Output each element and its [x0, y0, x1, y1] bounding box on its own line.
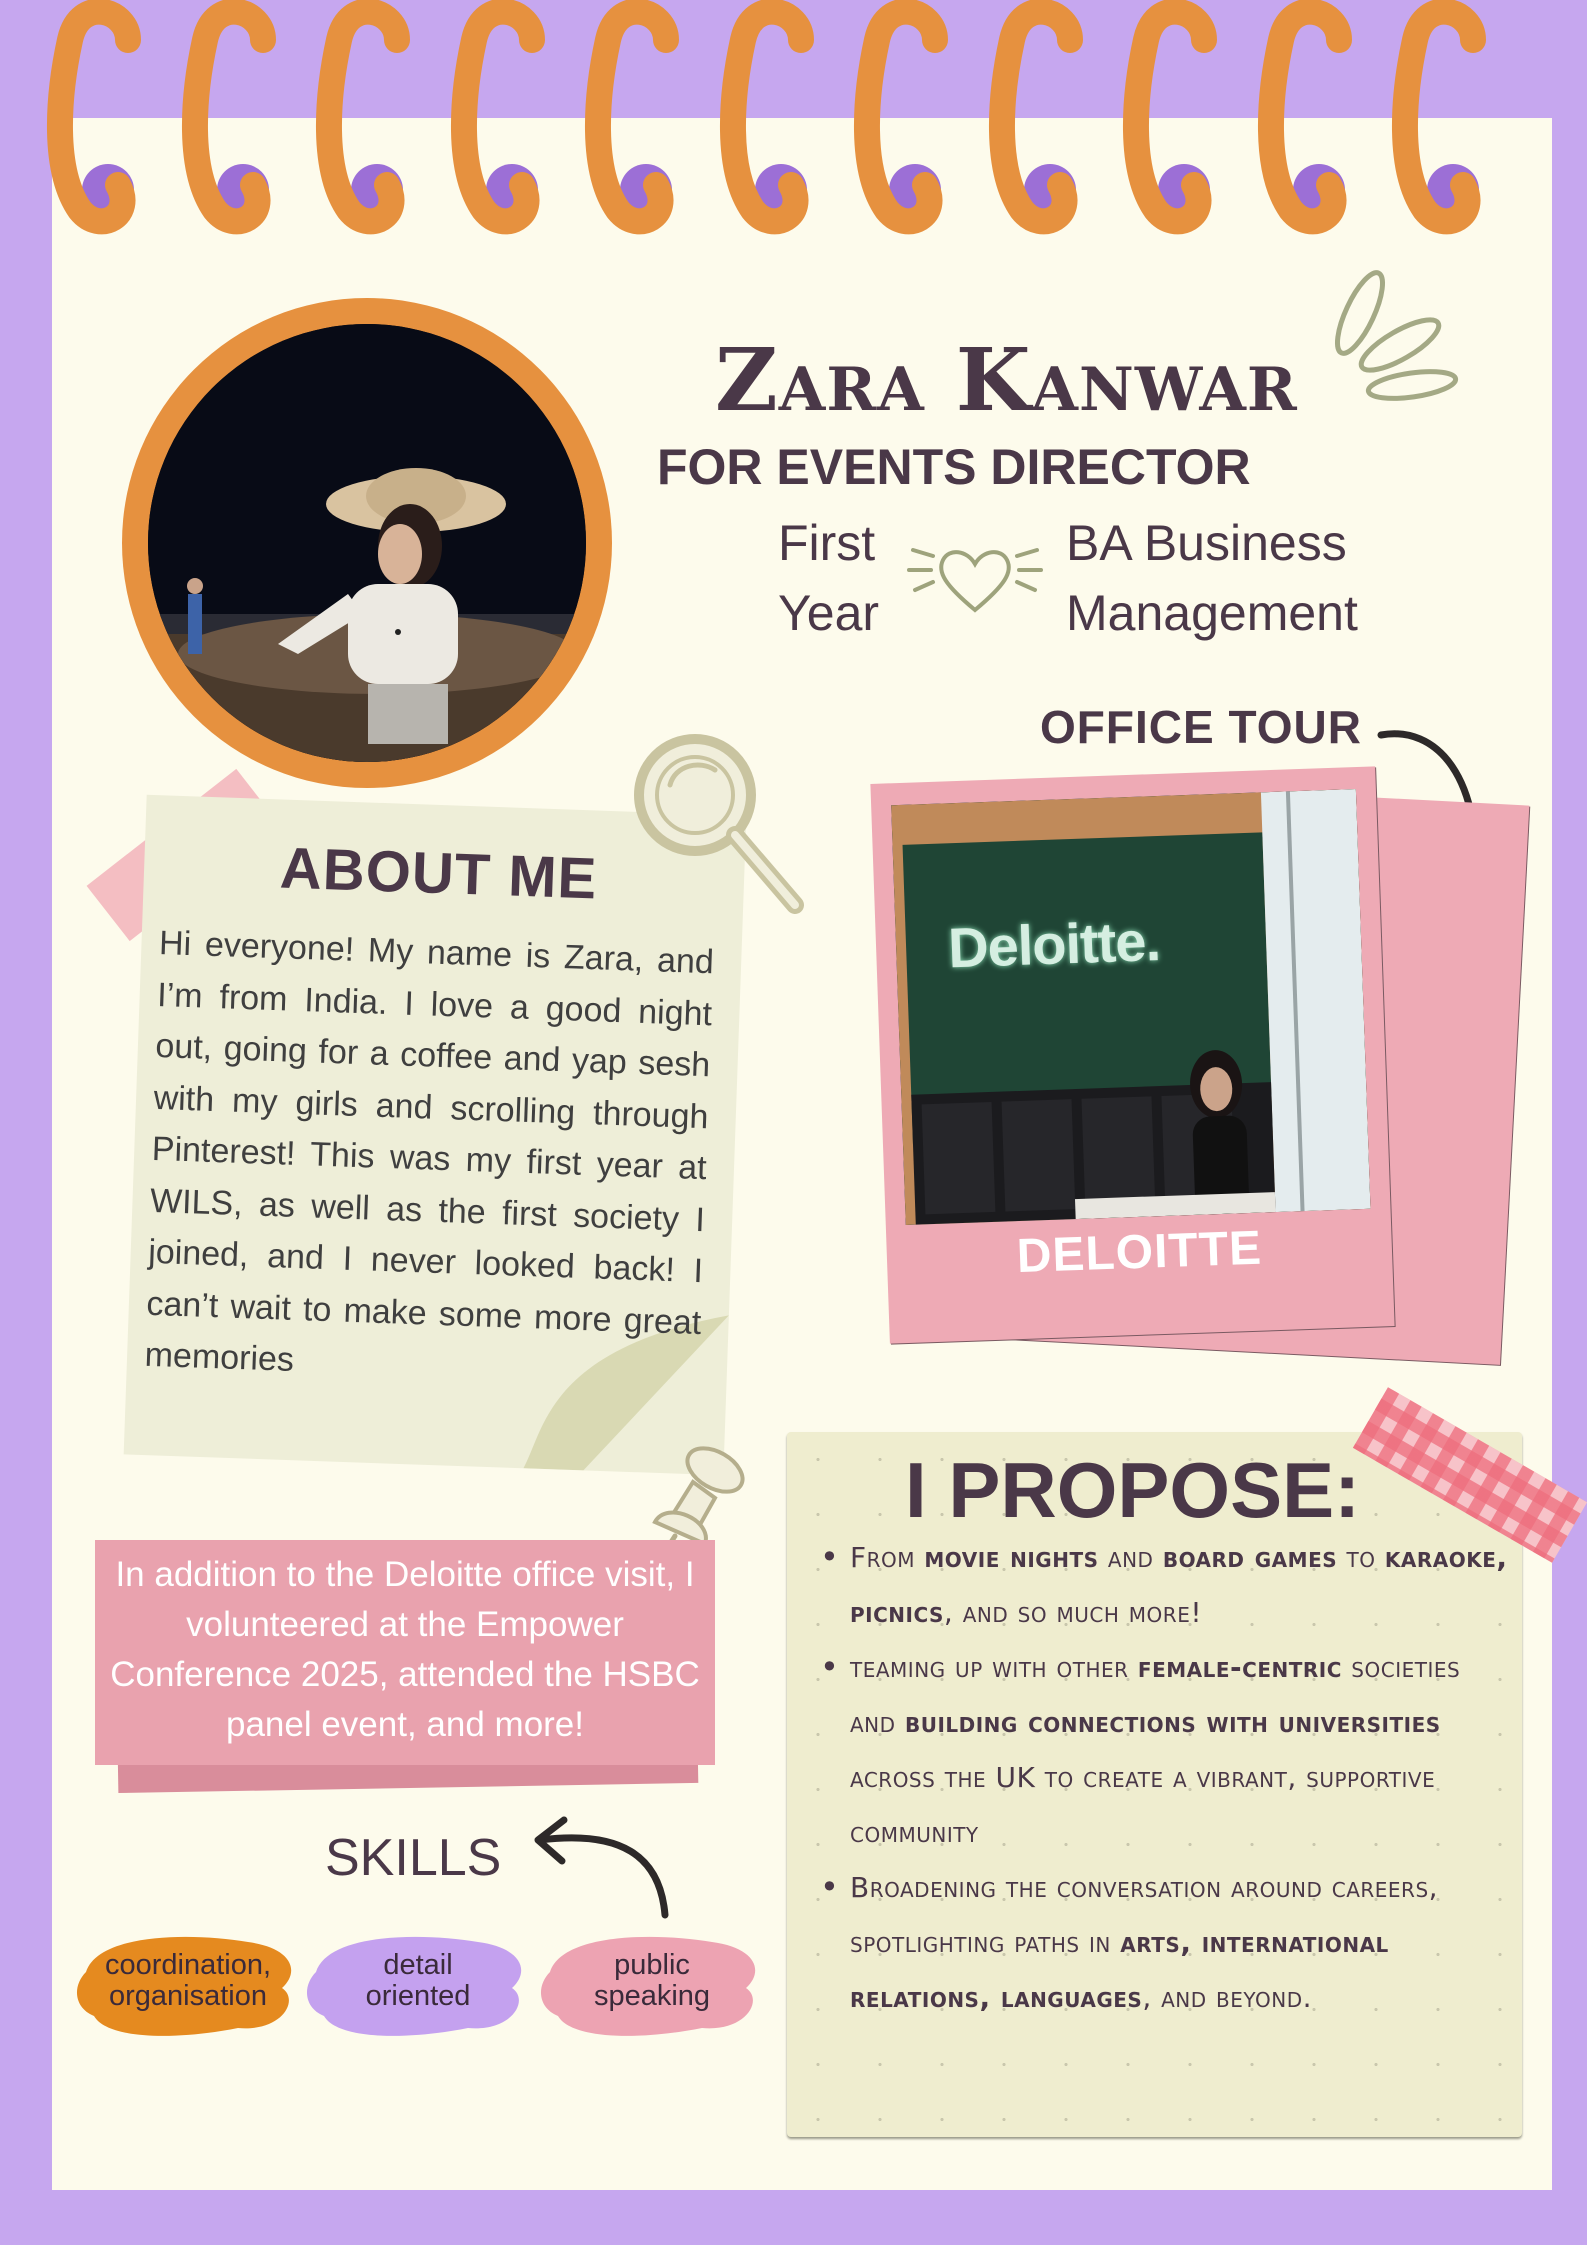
binder-ring-icon: [40, 0, 152, 240]
study-year-line1: First: [778, 515, 876, 571]
about-me-text: Hi everyone! My name is Zara, and I’m from India. I love a good night out, going for a coffee and yap sesh with my girls and scrolling through Pinterest! This was my first year at WILS, as well as the first society I joined, and I never looked back! I can’t wait to make some more great memories: [144, 923, 715, 1379]
skill-label-line2: oriented: [365, 1980, 471, 2012]
binder-ring-icon: [1116, 0, 1228, 240]
office-photo: [891, 789, 1370, 1225]
binder-ring-icon: [847, 0, 959, 240]
binder-ring-icon: [1251, 0, 1363, 240]
skill-label-line1: coordination,: [104, 1949, 272, 1981]
skill-label-line2: speaking: [593, 1980, 711, 2012]
study-year-line2: Year: [778, 585, 880, 641]
office-photo-illustration: [891, 789, 1370, 1225]
proposal-item: • From movie nights and board games to karaoke, picnics, and so much more!: [815, 1530, 1515, 1640]
polaroid-caption: DELOITTE: [1015, 1221, 1263, 1284]
profile-photo-illustration: [148, 324, 586, 762]
proposal-item: • teaming up with other female-centric societies and building connections with universities across the UK to create a vibrant, supportive community: [815, 1640, 1515, 1860]
heart-icon: [905, 530, 1045, 620]
degree-line1: BA Business: [1066, 515, 1347, 571]
skill-label: [552, 1950, 752, 2012]
binder-ring-icon: [713, 0, 825, 240]
skill-badge: [68, 1912, 308, 2052]
leaf-doodle-icon: [1322, 265, 1462, 415]
binder-ring-icon: [309, 0, 421, 240]
about-me-title: ABOUT ME: [278, 835, 599, 912]
binder-ring-icon: [175, 0, 287, 240]
binder-rings: [40, 0, 1540, 240]
office-photo-polaroid: [870, 766, 1394, 1343]
profile-photo: [148, 324, 586, 762]
proposal-title: I PROPOSE:: [905, 1446, 1361, 1534]
candidate-role: FOR EVENTS DIRECTOR: [657, 439, 1251, 495]
magnifier-icon: [630, 730, 810, 920]
skill-badge: [532, 1912, 772, 2052]
candidate-name: Zara Kanwar: [715, 330, 1298, 431]
binder-ring-icon: [1385, 0, 1497, 240]
skill-label-line1: public: [614, 1949, 690, 1981]
proposal-item: • Broadening the conversation around careers, spotlighting paths in arts, international relations, languages, and beyond.: [815, 1860, 1515, 2025]
skill-label-line2: organisation: [109, 1980, 267, 2012]
binder-ring-icon: [444, 0, 556, 240]
skill-label-line1: detail: [383, 1949, 453, 1981]
deloitte-sign: Deloitte.: [947, 908, 1162, 980]
skill-label: [88, 1950, 288, 2012]
binder-ring-icon: [578, 0, 690, 240]
curved-arrow-icon: [520, 1815, 680, 1925]
proposal-list: [815, 1530, 1515, 2025]
skill-badge: [298, 1912, 538, 2052]
activities-text: In addition to the Deloitte office visit, I volunteered at the Empower Conference 2025, attended the HSBC panel event, and more!: [110, 1555, 700, 1744]
degree: [1066, 508, 1406, 648]
binder-ring-icon: [982, 0, 1094, 240]
degree-line2: Management: [1066, 585, 1358, 641]
skills-title: SKILLS: [325, 1829, 502, 1887]
profile-photo-frame: [122, 298, 612, 788]
skill-label: [318, 1950, 518, 2012]
office-tour-label: OFFICE TOUR: [1040, 701, 1362, 753]
